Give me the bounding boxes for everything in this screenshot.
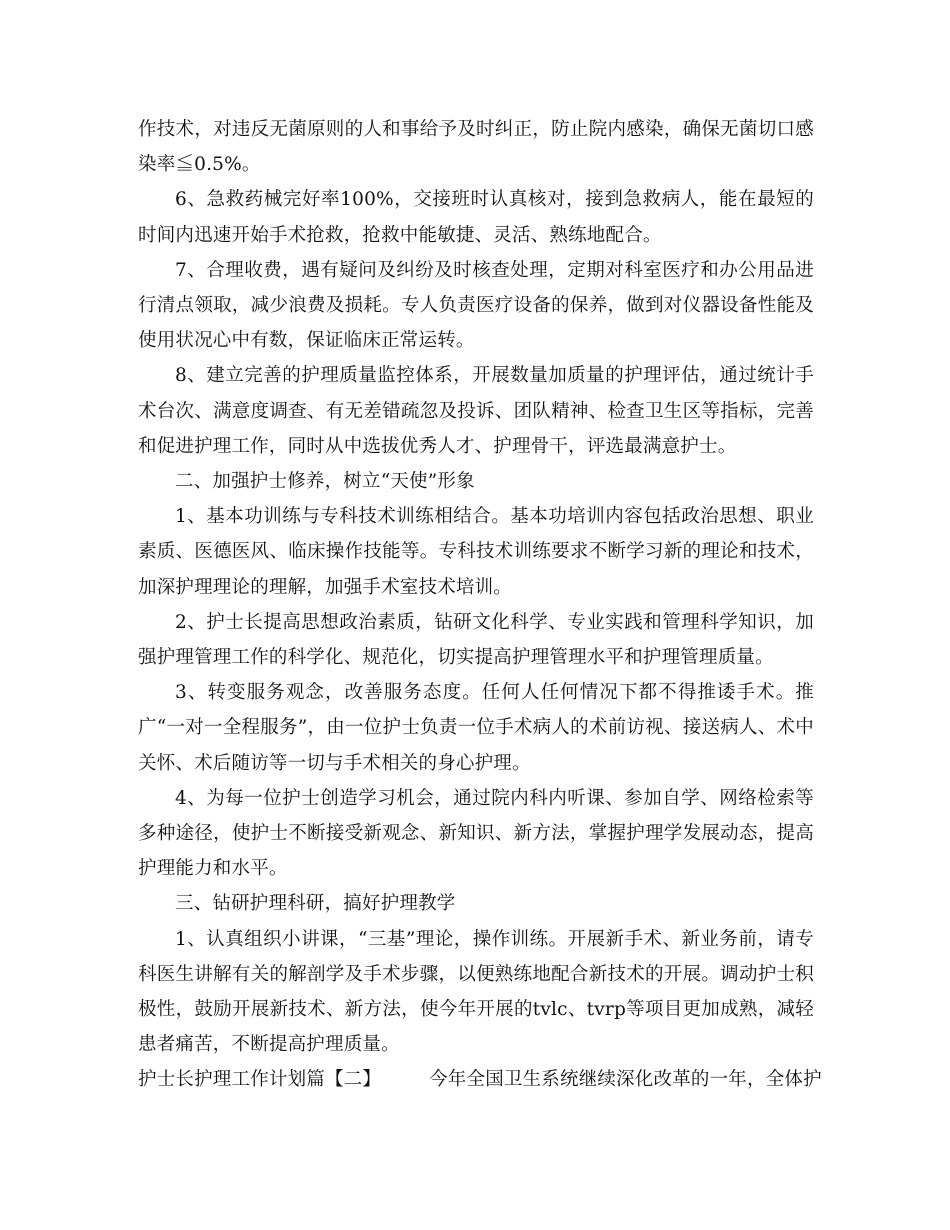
paragraph: 4、为每一位护士创造学习机会，通过院内科内听课、参加自学、网络检索等多种途径，使护士不断接受新观念、新知识、新方法，掌握护理学发展动态，提高护理能力和水平。	[138, 787, 814, 880]
document-page	[138, 112, 822, 1098]
paragraph: 6、急救药械完好率100%，交接班时认真核对，接到急救病人，能在最短的时间内迅速开始手术抢救，抢救中能敏捷、灵活、熟练地配合。	[138, 189, 814, 246]
section-heading: 三、钻研护理科研，搞好护理教学	[175, 893, 456, 915]
paragraph: 1、认真组织小讲课，“三基”理论，操作训练。开展新手术、新业务前，请专科医生讲解有关的解剖学及手术步骤，以便熟练地配合新技术的开展。调动护士积极性，鼓励开展新技术、新方法，使今年开展的tvlc、tvrp等项目更加成熟，减轻患者痛苦，不断提高护理质量。	[138, 928, 814, 1056]
chapter-intro: 今年全国卫生系统继续深化改革的一年，全体护	[429, 1069, 822, 1091]
paragraph: 3、转变服务观念，改善服务态度。任何人任何情况下都不得推诿手术。推广“一对一全程服务”，由一位护士负责一位手术病人的术前访视、接送病人、术中关怀、术后随访等一切与手术相关的身心护理。	[138, 682, 814, 774]
paragraph: 7、合理收费，遇有疑问及纠纷及时核查处理，定期对科室医疗和办公用品进行清点领取，减少浪费及损耗。专人负责医疗设备的保养，做到对仪器设备性能及使用状况心中有数，保证临床正常运转。	[138, 259, 814, 352]
paragraph: 1、基本功训练与专科技术训练相结合。基本功培训内容包括政治思想、职业素质、医德医风、临床操作技能等。专科技术训练要求不断学习新的理论和技术，加深护理理论的理解，加强手术室技术培训。	[138, 506, 814, 598]
chapter-line	[138, 1062, 822, 1097]
section-heading: 二、加强护士修养，树立“天使”形象	[175, 471, 475, 493]
paragraph: 2、护士长提高思想政治素质，钻研文化科学、专业实践和管理科学知识，加强护理管理工作的科学化、规范化，切实提高护理管理水平和护理管理质量。	[138, 611, 814, 669]
paragraph: 8、建立完善的护理质量监控体系，开展数量加质量的护理评估，通过统计手术台次、满意度调查、有无差错疏忽及投诉、团队精神、检查卫生区等指标，完善和促进护理工作，同时从中选拔优秀人才、护理骨干，评选最满意护士。	[138, 365, 814, 457]
chapter-heading: 护士长护理工作计划篇【二】	[138, 1069, 382, 1091]
paragraph: 作技术，对违反无菌原则的人和事给予及时纠正，防止院内感染，确保无菌切口感染率≦0.5%。	[138, 119, 814, 176]
